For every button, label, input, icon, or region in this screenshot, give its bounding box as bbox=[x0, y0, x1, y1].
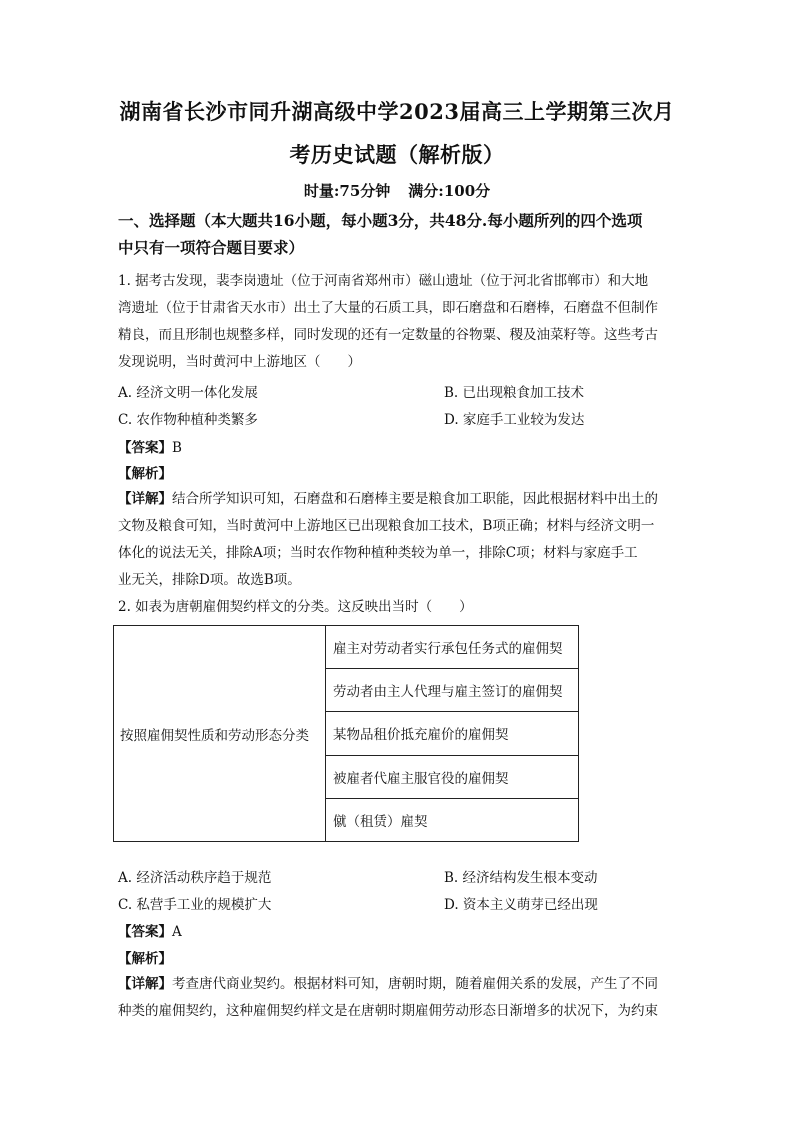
q2-option-d: D. 资本主义萌芽已经出现 bbox=[444, 897, 598, 913]
q2-table-item: 被雇者代雇主服官役的雇佣契 bbox=[326, 755, 579, 798]
q1-stem-line2: 湾遗址（位于甘肃省天水市）出土了大量的石质工具，即石磨盘和石磨棒，石磨盘不但制作 bbox=[118, 300, 658, 316]
q2-detail-line1: 【详解】考查唐代商业契约。根据材料可知，唐朝时期，随着雇佣关系的发展，产生了不同 bbox=[118, 976, 658, 992]
full-score: 满分:100分 bbox=[408, 182, 491, 200]
time-limit: 时量:75分钟 bbox=[303, 182, 391, 200]
q2-classification-table bbox=[113, 625, 579, 842]
page-title-line2: 考历史试题（解析版） bbox=[289, 142, 505, 167]
q2-option-b: B. 经济结构发生根本变动 bbox=[444, 870, 598, 886]
table-row bbox=[114, 626, 579, 669]
q2-option-c: C. 私营手工业的规模扩大 bbox=[118, 897, 272, 913]
q2-detail-line2: 种类的雇佣契约，这种雇佣契约样文是在唐朝时期雇佣劳动形态日渐增多的状况下，为约束 bbox=[118, 1003, 658, 1019]
q1-option-b: B. 已出现粮食加工技术 bbox=[444, 385, 585, 401]
q2-table-item: 雇主对劳动者实行承包任务式的雇佣契 bbox=[326, 626, 579, 669]
q1-analysis-label: 【解析】 bbox=[118, 466, 172, 482]
q2-table-category: 按照雇佣契性质和劳动形态分类 bbox=[114, 626, 326, 842]
q1-option-c: C. 农作物种植种类繁多 bbox=[118, 412, 258, 428]
q1-detail-line4: 业无关，排除D项。故选B项。 bbox=[118, 572, 301, 588]
q1-detail-line1: 【详解】结合所学知识可知，石磨盘和石磨棒主要是粮食加工职能，因此根据材料中出土的 bbox=[118, 491, 658, 507]
section-heading-line2: 中只有一项符合题目要求） bbox=[118, 238, 305, 257]
page-title-line1: 湖南省长沙市同升湖高级中学2023届高三上学期第三次月 bbox=[119, 99, 675, 124]
q2-table-item: 僦（租赁）雇契 bbox=[326, 798, 579, 841]
q2-table-item: 劳动者由主人代理与雇主签订的雇佣契 bbox=[326, 669, 579, 712]
q1-option-a: A. 经济文明一体化发展 bbox=[118, 385, 258, 401]
q1-stem-line4: 发现说明，当时黄河中上游地区（ ） bbox=[118, 354, 361, 370]
q2-analysis-label: 【解析】 bbox=[118, 951, 172, 967]
q2-stem: 2. 如表为唐朝雇佣契约样文的分类。这反映出当时（ ） bbox=[118, 599, 473, 615]
q1-stem-line3: 精良，而且形制也规整多样，同时发现的还有一定数量的谷物粟、稷及油菜籽等。这些考古 bbox=[118, 327, 658, 343]
q1-detail-line2: 文物及粮食可知，当时黄河中上游地区已出现粮食加工技术，B项正确；材料与经济文明一 bbox=[118, 518, 655, 534]
q2-answer: 【答案】A bbox=[118, 924, 182, 940]
q1-answer: 【答案】B bbox=[118, 440, 182, 456]
section-heading bbox=[118, 207, 688, 261]
q1-stem-line1: 1. 据考古发现，裴李岗遗址（位于河南省郑州市）磁山遗址（位于河北省邯郸市）和大地 bbox=[118, 273, 649, 289]
q2-table-item: 某物品租价抵充雇价的雇佣契 bbox=[326, 712, 579, 755]
q1-option-d: D. 家庭手工业较为发达 bbox=[444, 412, 585, 428]
exam-meta bbox=[0, 180, 794, 201]
section-heading-line1: 一、选择题（本大题共16小题，每小题3分，共48分.每小题所列的四个选项 bbox=[118, 211, 643, 230]
q1-detail-line3: 体化的说法无关，排除A项；当时农作物种植种类较为单一，排除C项；材料与家庭手工 bbox=[118, 545, 638, 561]
q2-option-a: A. 经济活动秩序趋于规范 bbox=[118, 870, 272, 886]
